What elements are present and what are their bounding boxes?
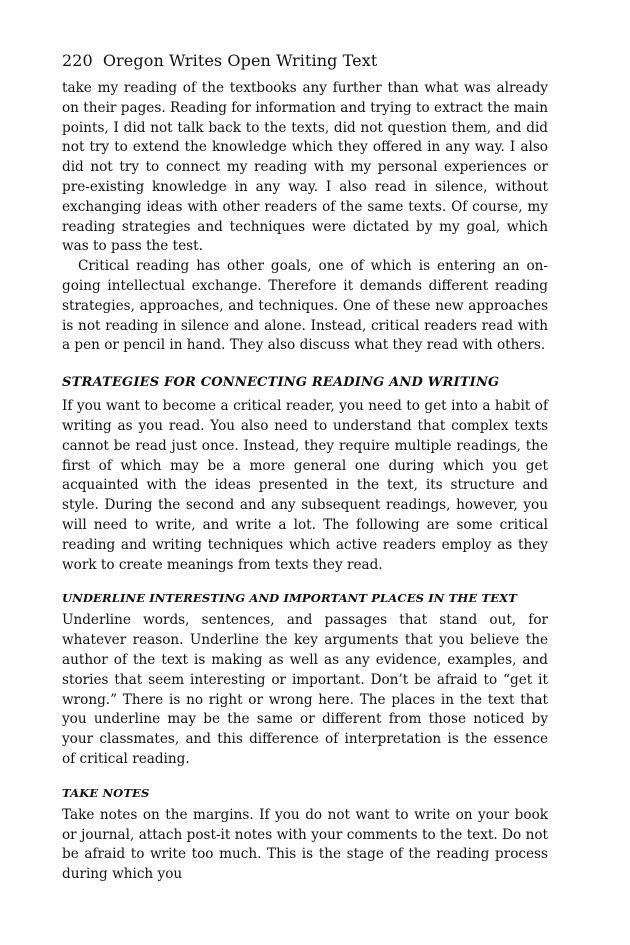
subheading-underline: UNDERLINE INTERESTING AND IMPORTANT PLACES IN THE TEXT: [62, 591, 517, 606]
paragraph-underline: Underline words, sentences, and passages that stand out, for whatever reason. Underline the key arguments that you believe the author of the text is making as well as any evidence, examples, and stories that seem interesting or important. Don’t be afraid to “get it wrong.” There is no right or wrong here. The places in the text that you underline may be the same or different from those noticed by your classmates, and this difference of interpretation is the essence of critical reading.: [62, 612, 548, 767]
running-head: [62, 51, 377, 70]
page-number: 220: [62, 51, 93, 70]
body-text: [62, 79, 548, 885]
book-title: Oregon Writes Open Writing Text: [102, 51, 378, 70]
subheading-take-notes: TAKE NOTES: [62, 785, 150, 800]
paragraph-strategies: If you want to become a critical reader, you need to get into a habit of writing as you read. You also need to understand that complex texts cannot be read just once. Instead, they require multiple readings, the first of which may be a more general one during which you get acquainted with the ideas presented in the text, its structure and style. During the second and any subsequent readings, however, you will need to write, and write a lot. The following are some critical reading and writing techniques which active readers employ as they work to create meanings from texts they read.: [62, 398, 548, 573]
section-heading-strategies: STRATEGIES FOR CONNECTING READING AND WRITING: [62, 375, 500, 391]
paragraph-continuation: take my reading of the textbooks any further than what was already on their pages. Reading for information and trying to extract the main points, I did not talk back to the texts, did not question them, and did not try to extend the knowledge which they offered in any way. I also did not try to connect my reading with my personal experiences or pre-existing knowledge in any way. I also read in silence, without exchanging ideas with other readers of the same texts. Of course, my reading strategies and techniques were dictated by my goal, which was to pass the test.: [62, 80, 548, 255]
paragraph-critical-reading: Critical reading has other goals, one of which is entering an on-going intellectual exchange. Therefore it demands different reading strategies, approaches, and techniques. One of these new approaches is not reading in silence and alone. Instead, critical readers read with a pen or pencil in hand. They also discuss what they read with others.: [62, 258, 548, 354]
paragraph-take-notes: Take notes on the margins. If you do not want to write on your book or journal, attach post-it notes with your comments to the text. Do not be afraid to write too much. This is the stage of the reading process during which you: [62, 806, 548, 883]
